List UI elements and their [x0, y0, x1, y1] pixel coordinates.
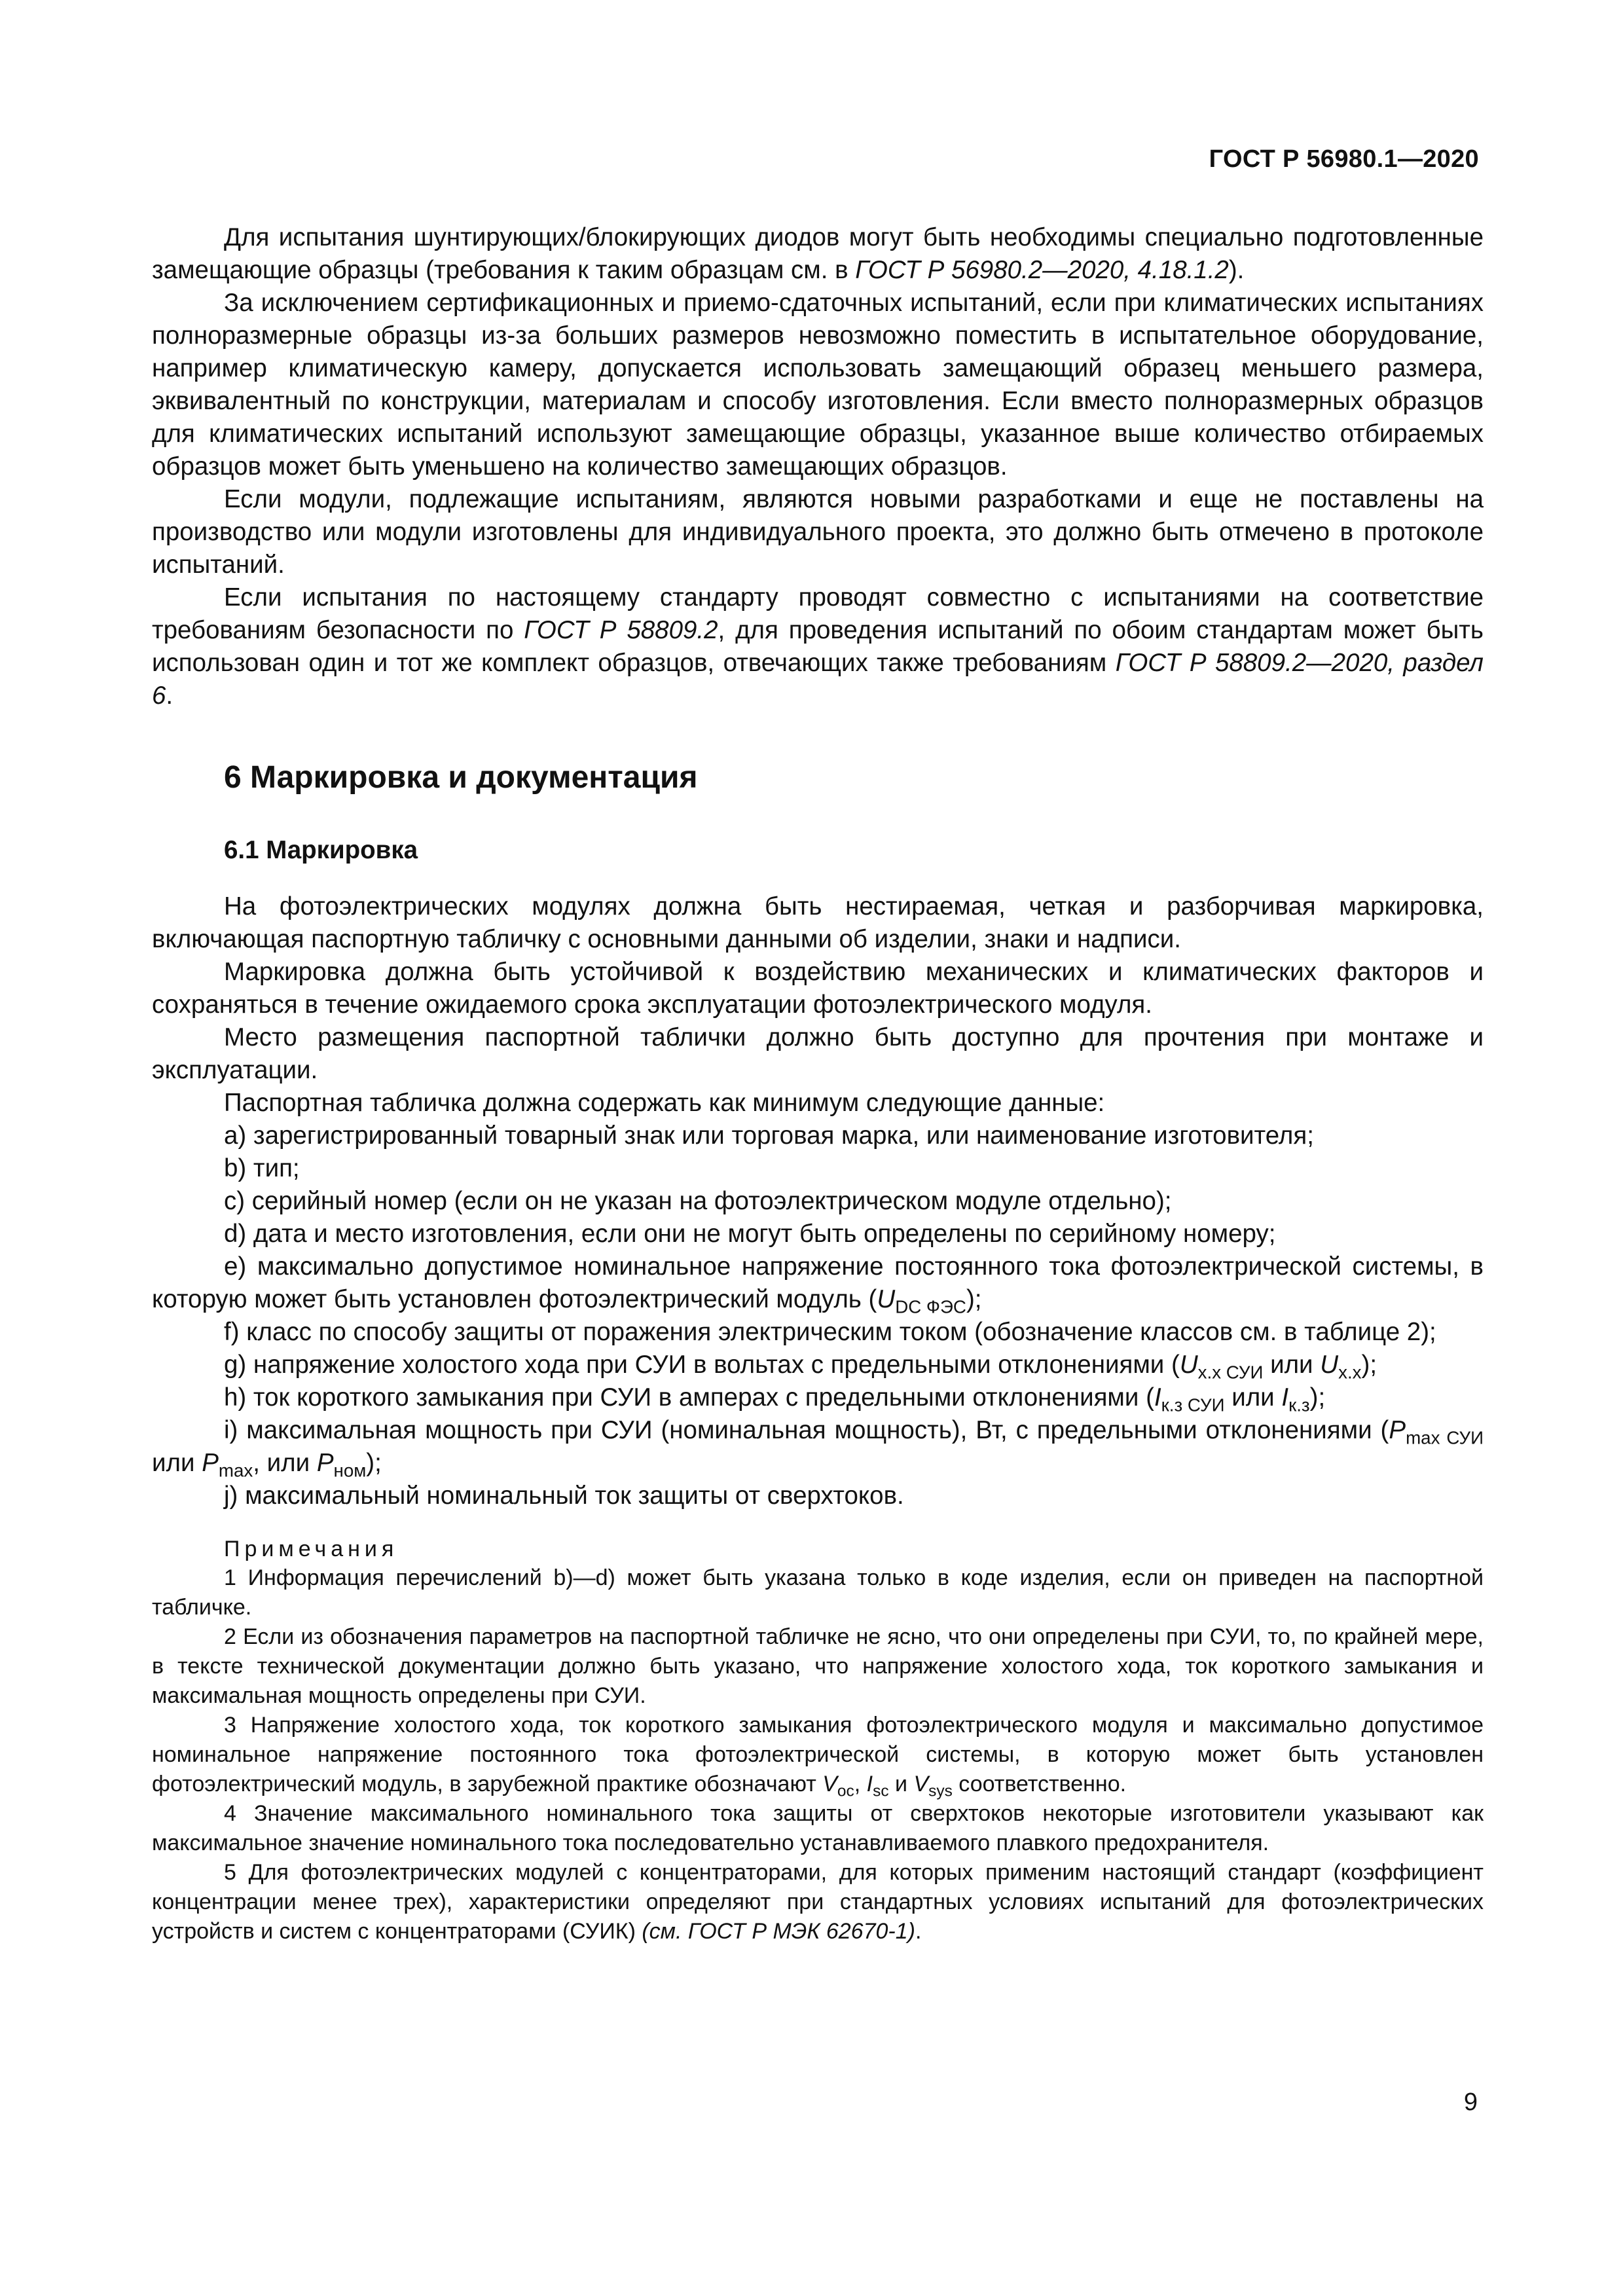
marking-paragraph: Место размещения паспортной таблички должно быть доступно для прочтения при монтаже и эксплуатации.	[152, 1023, 1484, 1084]
standard-reference: ГОСТ Р 56980.2—2020, 4.18.1.2	[855, 256, 1229, 284]
symbol: P	[1389, 1416, 1406, 1444]
list-item-a: a) зарегистрированный товарный знак или торговая марка, или наименование изготовителя;	[224, 1121, 1314, 1150]
subscript: к.з	[1288, 1394, 1310, 1415]
text-run: или	[1224, 1383, 1282, 1412]
note-5	[152, 1858, 1484, 1946]
notes-title: Примечания	[224, 1537, 399, 1561]
text-run: соответственно.	[952, 1772, 1127, 1796]
subscript: max	[218, 1460, 253, 1481]
symbol: U	[1179, 1351, 1198, 1379]
text-run: ).	[1228, 256, 1245, 284]
note-4: 4 Значение максимального номинального тока защиты от сверхтоков некоторые изготовители указывают как максимальное значение номинального тока последовательно устанавливаемого плавкого предохранителя.	[152, 1801, 1484, 1855]
subscript: max СУИ	[1406, 1427, 1484, 1448]
text-run: и	[888, 1772, 914, 1796]
text-run: 3 Напряжение холостого хода, ток короткого замыкания фотоэлектрического модуля и максимально допустимое номинальное напряжение постоянного тока фотоэлектрической системы, в которую может быть установлен фотоэлектрический модуль, в зарубежной практике обозначают	[152, 1713, 1484, 1796]
subsection-heading: 6.1 Маркировка	[224, 836, 418, 864]
marking-paragraph: Паспортная табличка должна содержать как минимум следующие данные:	[224, 1089, 1105, 1117]
notes-block	[152, 1563, 1484, 1946]
list-item-i	[152, 1414, 1484, 1480]
text-run: );	[966, 1285, 982, 1313]
text-run: );	[1309, 1383, 1326, 1412]
subscript: к.з СУИ	[1161, 1394, 1225, 1415]
text-run: Для испытания шунтирующих/блокирующих диодов могут быть необходимы специально подготовленные замещающие образцы (требования к таким образцам см. в	[152, 223, 1484, 284]
page-number: 9	[1463, 2088, 1478, 2116]
marking-paragraph: Маркировка должна быть устойчивой к воздействию механических и климатических факторов и сохраняться в течение ожидаемого срока эксплуатации фотоэлектрического модуля.	[152, 958, 1484, 1019]
list-item-e	[152, 1250, 1484, 1316]
text-run: ,	[854, 1772, 867, 1796]
symbol: P	[316, 1449, 334, 1477]
list-item-b: b) тип;	[224, 1154, 300, 1182]
list-item-g	[152, 1349, 1484, 1381]
text-run: , или	[253, 1449, 317, 1477]
standard-reference: (см. ГОСТ Р МЭК 62670-1)	[642, 1919, 915, 1944]
subscript: DC ФЭС	[895, 1296, 966, 1317]
subscript: ном	[333, 1460, 367, 1481]
paragraph-new-developments: Если модули, подлежащие испытаниям, являются новыми разработками и еще не поставлены на производство или модули изготовлены для индивидуального проекта, это должно быть отмечено в протоколе испытаний.	[152, 485, 1484, 579]
page-body	[152, 221, 1484, 1946]
symbol: I	[866, 1772, 873, 1796]
list-item-h	[152, 1381, 1484, 1414]
text-run: или	[1263, 1351, 1321, 1379]
text-run: g) напряжение холостого хода при СУИ в вольтах с предельными отклонениями (	[224, 1351, 1180, 1379]
text-run: e) максимально допустимое номинальное напряжение постоянного тока фотоэлектрической системы, в которую может быть установлен фотоэлектрический модуль (	[152, 1252, 1484, 1313]
standard-reference: ГОСТ Р 58809.2—2020, раздел 6	[152, 649, 1484, 710]
text-run: .	[166, 682, 173, 710]
symbol: V	[913, 1772, 929, 1796]
document-id-header: ГОСТ Р 56980.1—2020	[1209, 145, 1479, 173]
text-run: , для проведения испытаний по обоим стандартам может быть использован один и тот же комплект образцов, отвечающих также требованиям	[152, 616, 1484, 677]
symbol: I	[1281, 1383, 1289, 1412]
standard-reference: ГОСТ Р 58809.2	[524, 616, 718, 644]
subscript: oc	[837, 1782, 854, 1800]
text-run: );	[1361, 1351, 1377, 1379]
paragraph-joint-testing	[152, 581, 1484, 712]
list-item-c: c) серийный номер (если он не указан на фотоэлектрическом модуле отдельно);	[224, 1187, 1172, 1215]
text-run: i) максимальная мощность при СУИ (номинальная мощность), Вт, с предельными отклонениями (	[224, 1416, 1389, 1444]
text-run: );	[366, 1449, 382, 1477]
subscript: х.х	[1338, 1362, 1362, 1383]
text-run: или	[152, 1449, 202, 1477]
paragraph-diodes	[152, 221, 1484, 287]
section-heading: 6 Маркировка и документация	[224, 760, 698, 795]
symbol: P	[202, 1449, 219, 1477]
marking-paragraph: На фотоэлектрических модулях должна быть нестираемая, четкая и разборчивая маркировка, включающая паспортную табличку с основными данными об изделии, знаки и надписи.	[152, 892, 1484, 953]
symbol: U	[1320, 1351, 1339, 1379]
subscript: sys	[928, 1782, 953, 1800]
text-run: Если испытания по настоящему стандарту проводят совместно с испытаниями на соответствие требованиям безопасности по	[152, 583, 1484, 644]
subscript: х.х СУИ	[1197, 1362, 1264, 1383]
note-2: 2 Если из обозначения параметров на паспортной табличке не ясно, что они определены при СУИ, то, по крайней мере, в тексте технической документации должно быть указано, что напряжение холостого хода, ток короткого замыкания и максимальная мощность определены при СУИ.	[152, 1624, 1484, 1708]
note-1: 1 Информация перечислений b)—d) может быть указана только в коде изделия, если он приведен на паспортной табличке.	[152, 1565, 1484, 1620]
text-run: 5 Для фотоэлектрических модулей с концентраторами, для которых применим настоящий стандарт (коэффициент концентрации менее трех), характеристики определяют при стандартных условиях испытаний для фотоэлектрических устройств и систем с концентраторами (СУИК)	[152, 1860, 1484, 1944]
subscript: sc	[873, 1782, 889, 1800]
symbol: V	[822, 1772, 837, 1796]
paragraph-substitute-samples: За исключением сертификационных и приемо-сдаточных испытаний, если при климатических испытаниях полноразмерные образцы из-за больших размеров невозможно поместить в испытательное оборудование, например климатическую камеру, допускается использовать замещающий образец меньшего размера, эквивалентный по конструкции, материалам и способу изготовления. Если вместо полноразмерных образцов для климатических испытаний используют замещающие образцы, указанное выше количество отбираемых образцов может быть уменьшено на количество замещающих образцов.	[152, 289, 1484, 481]
list-item-f: f) класс по способу защиты от поражения электрическим током (обозначение классов см. в таблице 2);	[224, 1318, 1436, 1346]
symbol: U	[877, 1285, 896, 1313]
symbol: I	[1154, 1383, 1161, 1412]
text-run: h) ток короткого замыкания при СУИ в амперах с предельными отклонениями (	[224, 1383, 1154, 1412]
list-item-j: j) максимальный номинальный ток защиты от сверхтоков.	[224, 1482, 904, 1510]
list-item-d: d) дата и место изготовления, если они не могут быть определены по серийному номеру;	[224, 1220, 1276, 1248]
note-3	[152, 1711, 1484, 1799]
text-run: .	[915, 1919, 922, 1944]
